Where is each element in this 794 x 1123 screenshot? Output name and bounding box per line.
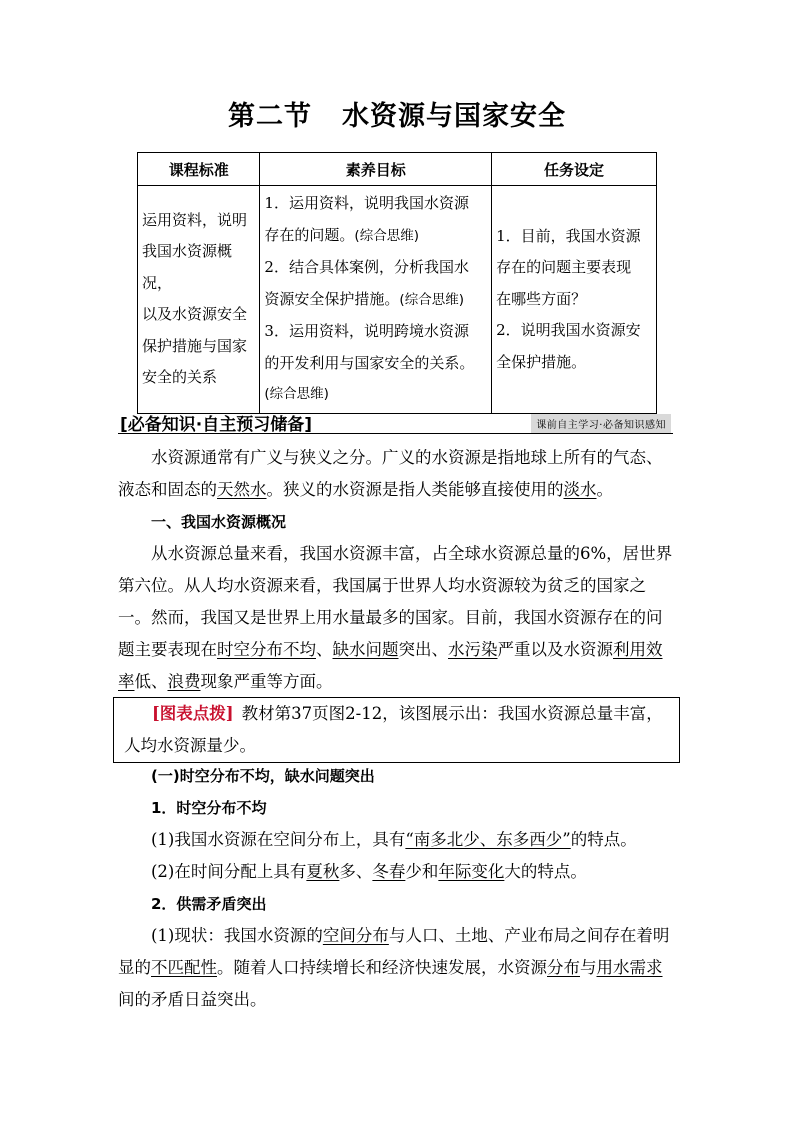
section-heading: [必备知识·自主预习储备] [120, 415, 312, 435]
goal-2: 2．结合具体案例，分析我国水 资源安全保护措施。(综合思维) [264, 258, 469, 308]
item-3: (1)现状：我国水资源的空间分布与人口、土地、产业布局之间存在着明显的不匹配性。随着人口持续增长和经济快速发展，水资源分布与用水需求间的矛盾日益突出。 [118, 926, 670, 1009]
chart-tip-box [113, 697, 680, 763]
title-text: 水资源与国家安全 [342, 101, 566, 132]
blank-answer: 淡水 [563, 480, 597, 499]
blank-answer: “南多北少、东多西少” [405, 830, 571, 849]
page-title [0, 94, 794, 133]
standards-table [137, 152, 657, 414]
section-1-heading: 一、我国水资源概况 [151, 513, 287, 531]
goal-3: 3．运用资料，说明跨境水资源 的开发利用与国家安全的关系。 (综合思维) [264, 322, 475, 402]
title-section-number: 第二节 [228, 101, 312, 132]
blank-answer: 天然水 [217, 480, 267, 499]
header-tasks: 任务设定 [492, 153, 657, 186]
item-2: (2)在时间分配上具有夏秋多、冬春少和年际变化大的特点。 [151, 862, 587, 881]
blank-answer: 冬春 [372, 862, 406, 881]
blank-answer: 浪费 [167, 672, 201, 691]
overview-paragraph: 从水资源总量来看，我国水资源丰富，占全球水资源总量的6%，居世界第六位。从人均水资源来看，我国属于世界人均水资源较为贫乏的国家之一。然而，我国又是世界上用水量最多的国家。目前，我国水资源存在的问题主要表现在时空分布不均、缺水问题突出、水污染严重以及水资源利用效率低、浪费现象严重等方面。 [118, 544, 673, 691]
intro-paragraph: 水资源通常有广义与狭义之分。广义的水资源是指地球上所有的气态、液态和固态的天然水。狭义的水资源是指人类能够直接使用的淡水。 [118, 448, 663, 499]
content-top [118, 442, 678, 698]
blank-answer: 夏秋 [306, 862, 340, 881]
content-bottom [118, 760, 678, 1016]
blank-answer: 空间分布 [322, 926, 389, 945]
goal-1: 1．运用资料，说明我国水资源 存在的问题。(综合思维) [264, 194, 469, 244]
blank-answer: 水污染 [448, 640, 498, 659]
goals-cell [260, 186, 492, 414]
blank-answer: 年际变化 [438, 862, 505, 881]
blank-answer: 时空分布不均 [217, 640, 316, 659]
table-header-row [138, 153, 657, 186]
tasks-cell: 1．目前，我国水资源 存在的问题主要表现 在哪些方面？ 2．说明我国水资源安 全保护措施。 [492, 186, 657, 414]
tip-text: 教材第37页图2-12，该图展示出：我国水资源总量丰富，人均水资源量少。 [124, 704, 663, 755]
item-1: (1)我国水资源在空间分布上，具有“南多北少、东多西少”的特点。 [151, 830, 637, 849]
section-header-bar [118, 409, 673, 434]
blank-answer: 缺水问题 [332, 640, 399, 659]
tip-label: [图表点拨] [152, 704, 234, 723]
blank-answer: 分布 [547, 958, 580, 977]
section-tag: 课前自主学习·必备知识感知 [531, 414, 671, 433]
blank-answer: 不匹配性 [151, 958, 217, 977]
header-curriculum: 课程标准 [138, 153, 260, 186]
point-1-heading: 1．时空分布不均 [151, 799, 267, 817]
point-2-heading: 2．供需矛盾突出 [151, 895, 267, 913]
blank-answer: 用水需求 [596, 958, 663, 977]
curriculum-cell: 运用资料，说明 我国水资源概况， 以及水资源安全 保护措施与国家 安全的关系 [138, 186, 260, 414]
blank-answer: 利用效率 [118, 640, 663, 691]
subsection-heading: (一)时空分布不均，缺水问题突出 [151, 767, 375, 785]
table-body-row [138, 186, 657, 414]
header-goals: 素养目标 [260, 153, 492, 186]
